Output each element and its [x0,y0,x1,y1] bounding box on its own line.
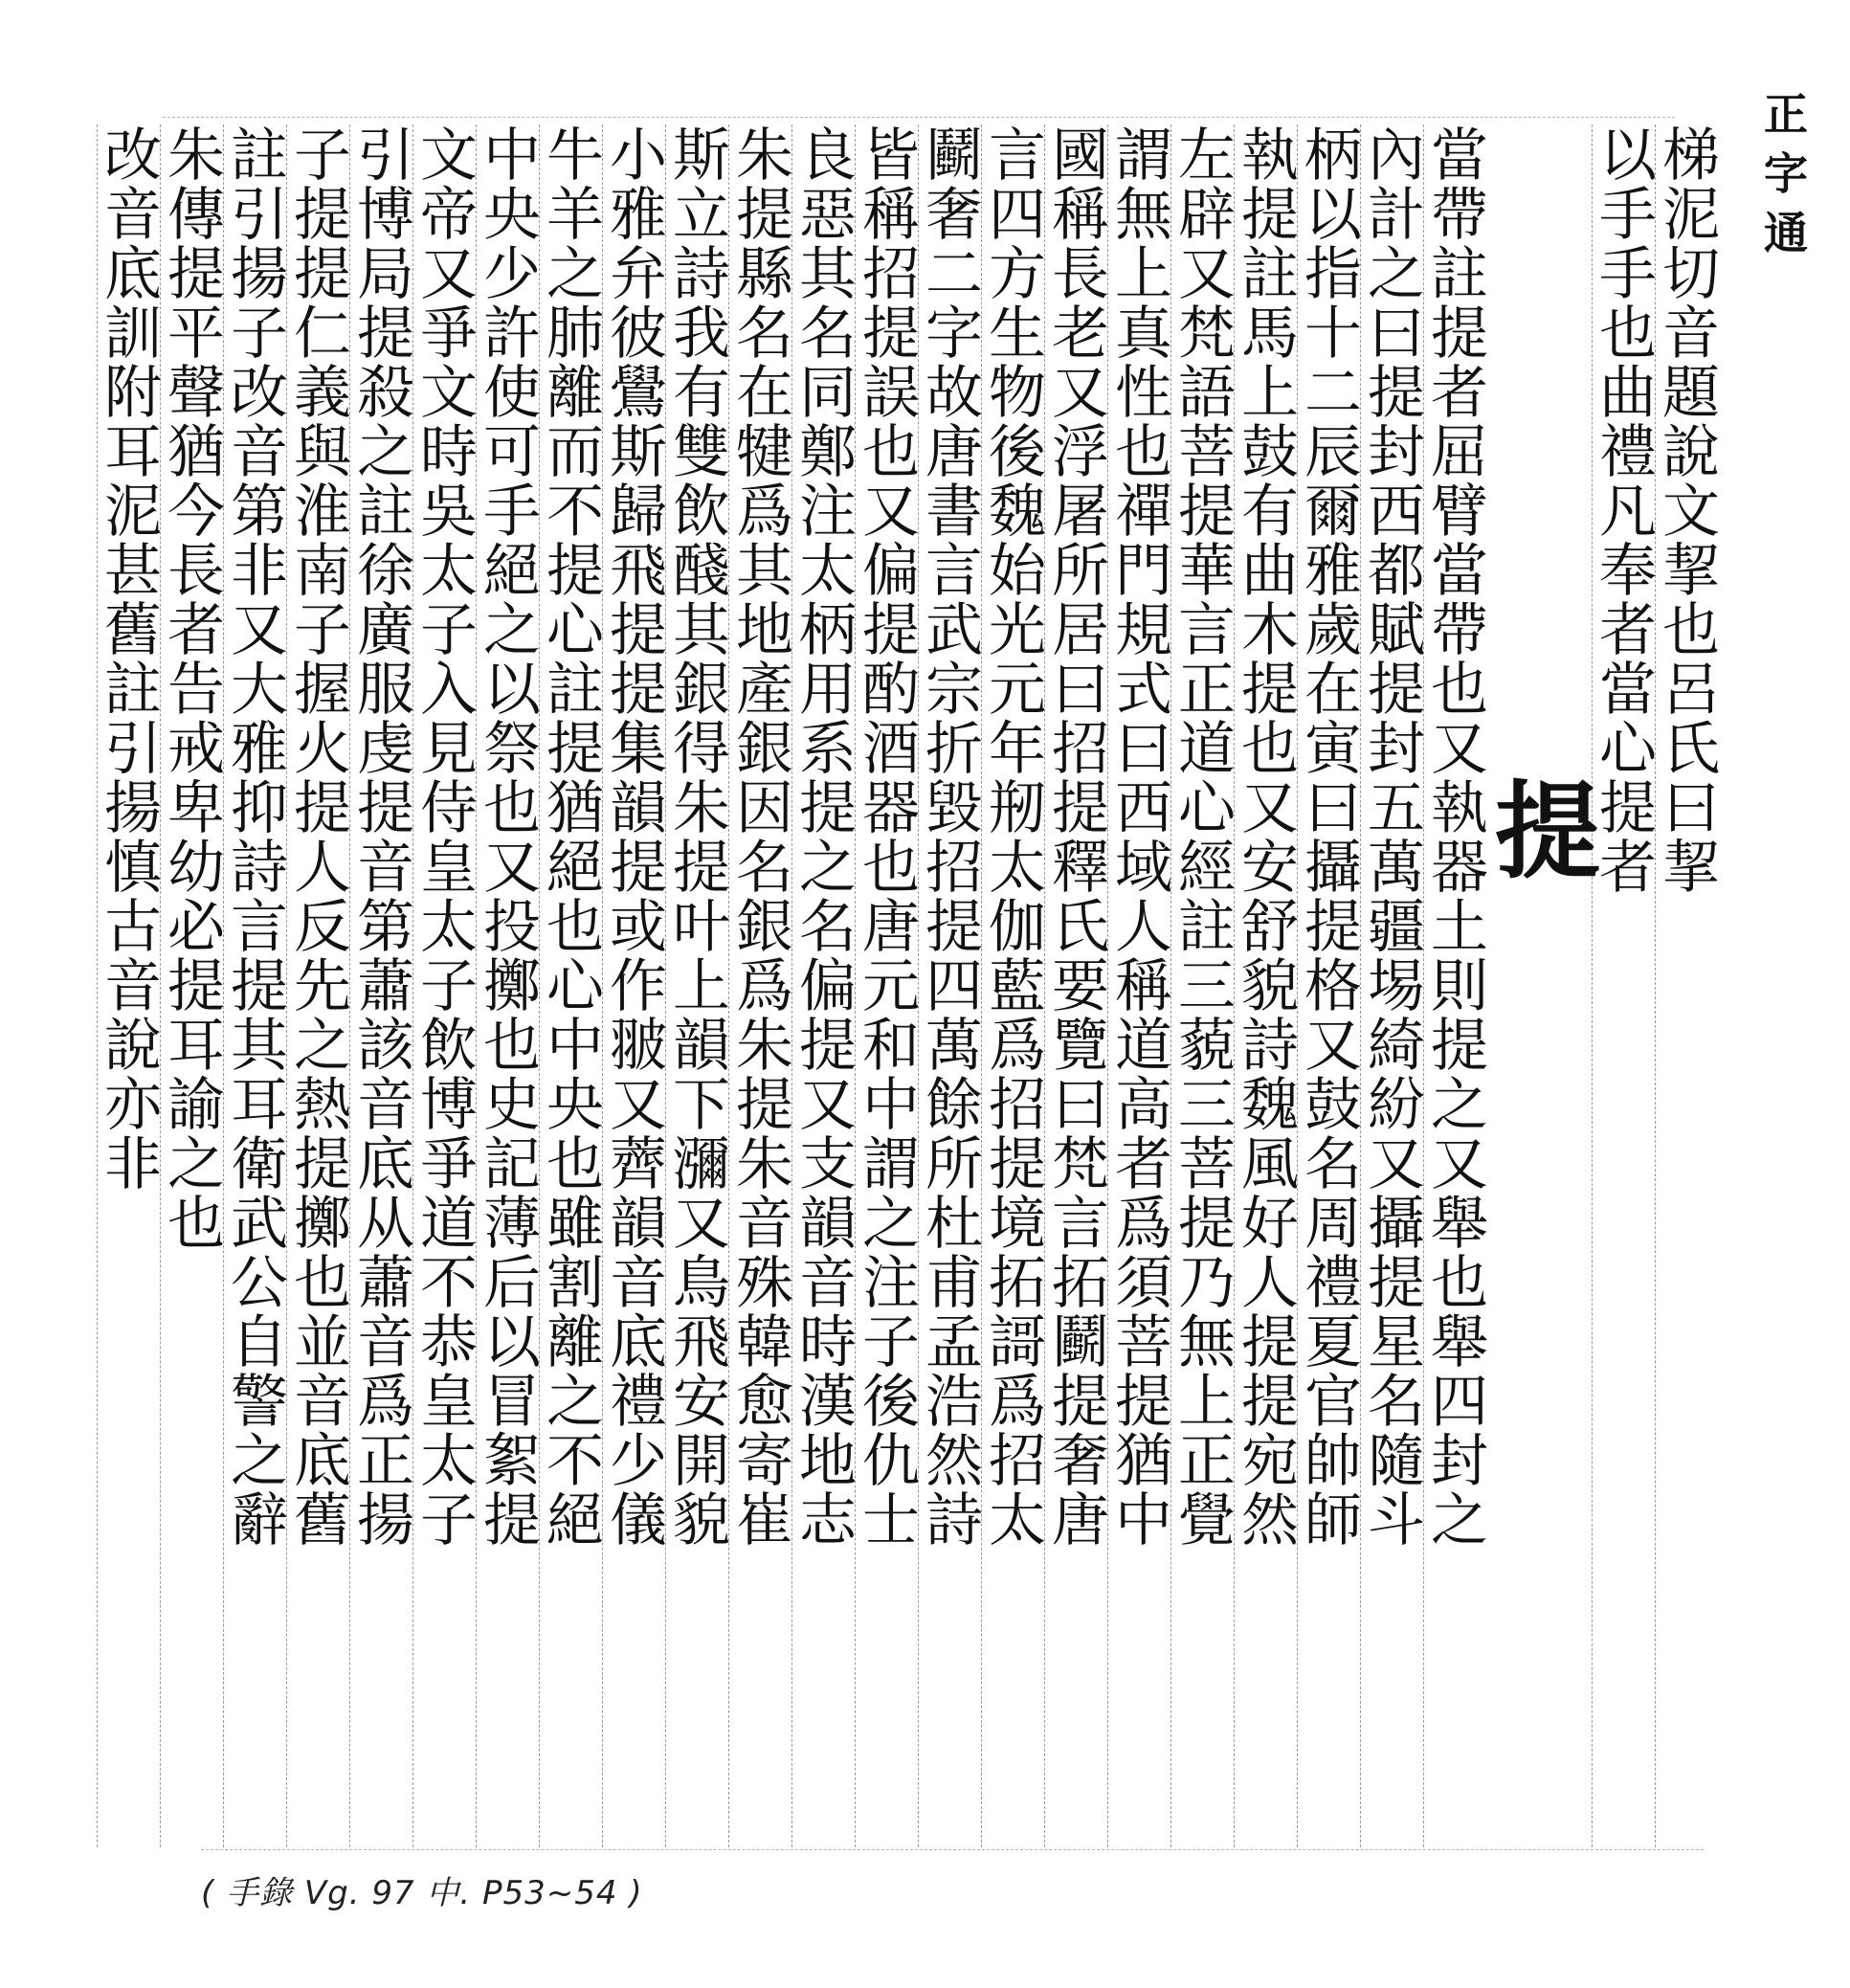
text-column: 文帝又爭文時吳太子入見侍皇太子飲博爭道不恭皇太子 [412,124,476,1847]
text-column: 皆稱招提誤也又偏提酌酒器也唐元和中謂之注子後仇士 [855,124,918,1847]
text-column: 斯立詩我有雙飲醆其銀得朱提叶上韻下瀰又鳥飛安開貌 [665,124,728,1847]
text-column: 牛羊之肺離而不提心註提猶絕也心中央也雖割離之不絕 [539,124,602,1847]
text-column: 引博局提殺之註徐廣服虔提音第蕭該音底从蕭音爲正揚 [349,124,412,1847]
running-book-title: 正字通 [1757,91,1809,269]
text-column: 梯泥切音題說文挈也呂氏曰挈 [1655,124,1718,1847]
text-column: 朱提縣名在犍爲其地產銀因名銀爲朱提朱音殊韓愈寄崔 [728,124,791,1847]
text-column: 左辟又梵語菩提華言正道心經註三藐三菩提乃無上正覺 [1170,124,1234,1847]
text-column: 中央少許使可手絕之以祭也又投擲也史記薄后以冒絮提 [476,124,539,1847]
text-column: 柄以指十二辰爾雅歲在寅曰攝提格又鼓名周禮夏官帥師 [1297,124,1360,1847]
text-column: 小雅弁彼鷽斯歸飛提提集韻提或作翍又薺韻音底禮少儀 [602,124,665,1847]
text-column: 以手手也曲禮凡奉者當心提者 [1592,124,1655,1847]
text-column: 良惡其名同鄭注太柄用系提之名偏提又支韻音時漢地志 [791,124,855,1847]
text-column: 內計之曰提封西都賦提封五萬疆埸綺紛又攝提星名隨斗 [1360,124,1423,1847]
text-column: 言四方生物後魏始光元年剏太伽藍爲招提境拓謌爲招太 [981,124,1044,1847]
text-column: 當帶註提者屈臂當帶也又執器土則提之又舉也舉四封之 [1423,124,1486,1847]
text-column: 國稱長老又浮屠所居曰招提釋氏要覽曰梵言拓鬬提奢唐 [1044,124,1107,1847]
text-column: 朱傳提平聲猶今長者告戒卑幼必提耳諭之也 [160,124,223,1847]
top-border-rule [163,117,1675,118]
vertical-text-block [91,124,1718,1857]
text-column: 註引揚子改音第非又大雅抑詩言提其耳衛武公自警之辭 [223,124,286,1847]
text-column: 執提註馬上鼓有曲木提也又安舒貌詩魏風好人提提宛然 [1234,124,1297,1847]
text-column: 謂無上真性也禪門規式曰西域人稱道高者爲須菩提猶中 [1107,124,1170,1847]
text-column: 鬬奢二字故唐書言武宗折毀招提四萬餘所杜甫孟浩然詩 [918,124,981,1847]
text-column: 子提提仁義與淮南子握火提人反先之熱提擲也並音底舊 [286,124,349,1847]
head-character: 提 [1478,775,1601,881]
text-column: 改音底訓附耳泥甚舊註引揚慎古音說亦非 [97,124,160,1847]
handwritten-source-note: ( 手錄 Vg. 97 中. P53~54 ) [201,1874,643,1912]
